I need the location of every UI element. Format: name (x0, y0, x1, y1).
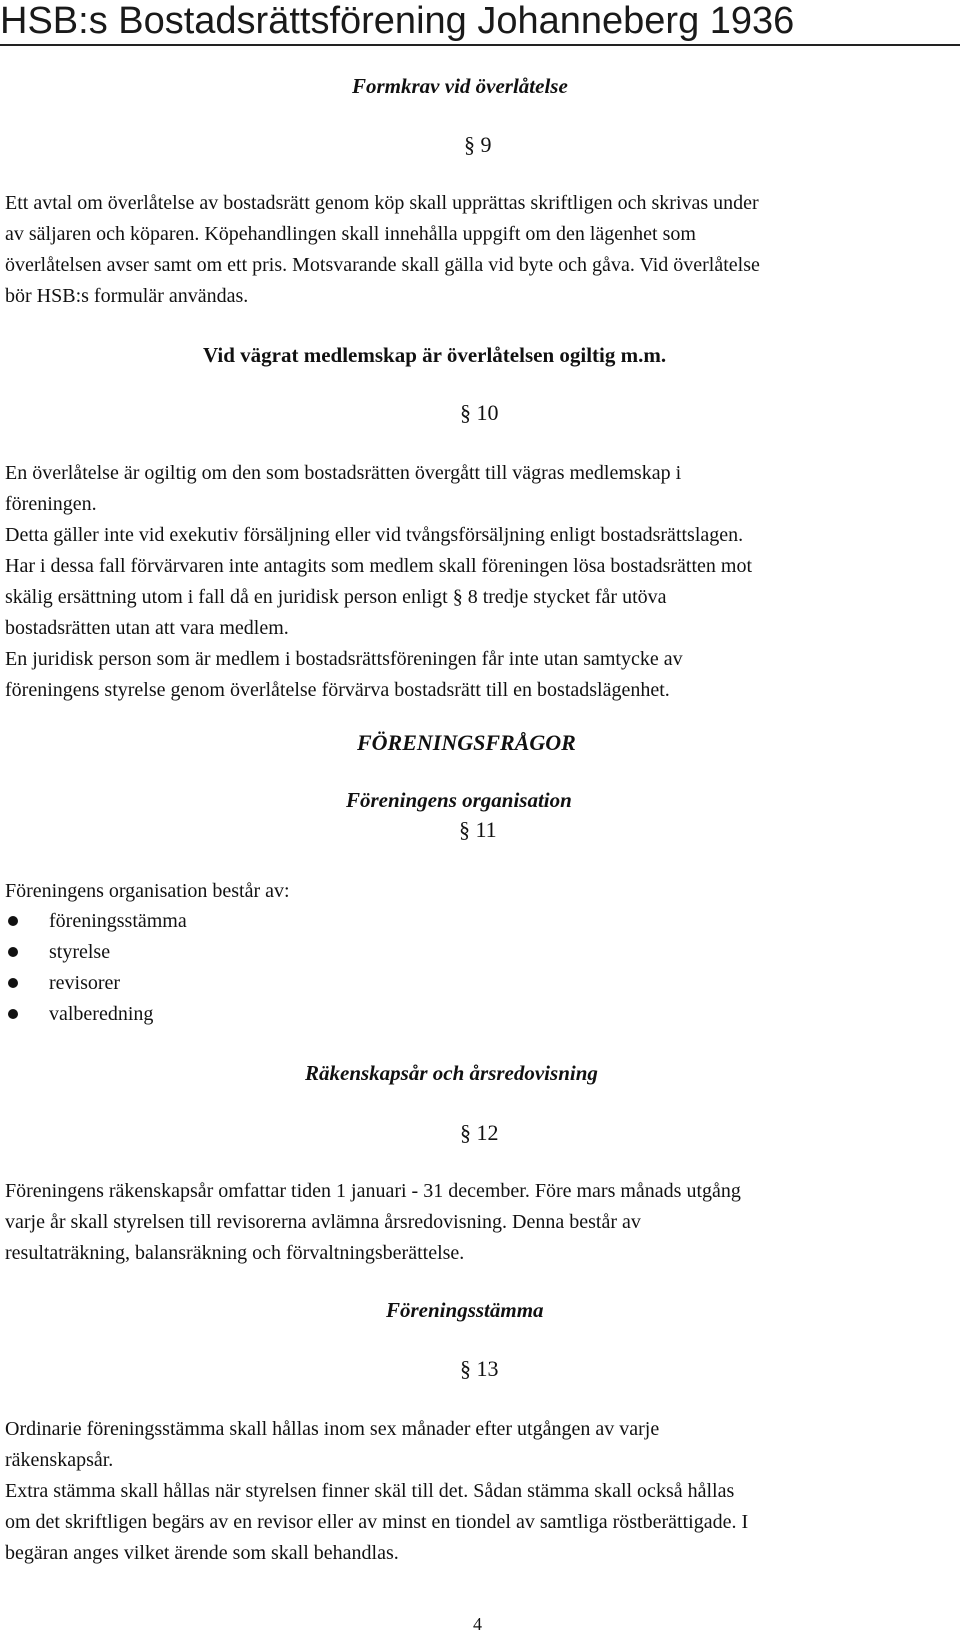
paragraph-mark-11: § 11 (459, 817, 497, 842)
paragraph-line: Extra stämma skall hållas när styrelsen finner skäl till det. Sådan stämma skall också hållas (5, 1480, 735, 1502)
paragraph-line: varje år skall styrelsen till revisorerna avlämna årsredovisning. Denna består av (5, 1211, 641, 1233)
paragraph-line: skälig ersättning utom i fall då en juridisk person enligt § 8 tredje stycket får utöva (5, 586, 667, 608)
paragraph-line: Ordinarie föreningsstämma skall hållas inom sex månader efter utgången av varje (5, 1418, 660, 1440)
paragraph-line: bostadsrätten utan att vara medlem. (5, 617, 289, 639)
section-heading-rakenskapsar: Räkenskapsår och årsredovisning (305, 1061, 598, 1085)
paragraph-line: resultaträkning, balansräkning och förvaltningsberättelse. (5, 1242, 465, 1264)
bullet-icon (8, 978, 18, 988)
bullet-icon (8, 1009, 18, 1019)
paragraph-mark-9: § 9 (464, 132, 492, 157)
list-item: revisorer (49, 972, 121, 994)
paragraph-line: av säljaren och köparen. Köpehandlingen skall innehålla uppgift om den lägenhet som (5, 223, 696, 245)
section-heading-foreningsstamma: Föreningsstämma (386, 1298, 544, 1322)
paragraph-line: Har i dessa fall förvärvaren inte antagits som medlem skall föreningen lösa bostadsrätten mot (5, 555, 753, 577)
paragraph-line: En överlåtelse är ogiltig om den som bostadsrätten övergått till vägras medlemskap i (5, 462, 682, 484)
paragraph-mark-10: § 10 (460, 400, 499, 425)
paragraph-line: Ett avtal om överlåtelse av bostadsrätt genom köp skall upprättas skriftligen och skrivas under (5, 192, 759, 214)
paragraph-line: En juridisk person som är medlem i bostadsrättsföreningen får inte utan samtycke av (5, 648, 683, 670)
paragraph-line: överlåtelsen avser samt om ett pris. Motsvarande skall gälla vid byte och gåva. Vid överlåtelse (5, 254, 760, 276)
paragraph-line: föreningen. (5, 493, 97, 515)
list-item: styrelse (49, 941, 111, 963)
paragraph-mark-13: § 13 (460, 1356, 499, 1381)
paragraph-line: räkenskapsår. (5, 1449, 114, 1471)
paragraph-mark-12: § 12 (460, 1120, 499, 1145)
paragraph-line: Föreningens räkenskapsår omfattar tiden 1 januari - 31 december. Före mars månads utgång (5, 1180, 741, 1202)
chapter-heading-foreningsfragor: FÖRENINGSFRÅGOR (357, 730, 576, 755)
title-rule (0, 44, 960, 46)
bullet-icon (8, 916, 18, 926)
section-heading-formkrav: Formkrav vid överlåtelse (352, 74, 568, 98)
section-heading-vagrat-medlemskap: Vid vägrat medlemskap är överlåtelsen ogiltig m.m. (203, 343, 667, 367)
list-item: valberedning (49, 1003, 154, 1025)
paragraph-line: Detta gäller inte vid exekutiv försäljning eller vid tvångsförsäljning enligt bostadsrättslagen. (5, 524, 744, 546)
list-item: föreningsstämma (49, 910, 187, 932)
paragraph-line: begäran anges vilket ärende som skall behandlas. (5, 1542, 399, 1564)
section-heading-organisation: Föreningens organisation (346, 788, 572, 812)
paragraph-line: föreningens styrelse genom överlåtelse förvärva bostadsrätt till en bostadslägenhet. (5, 679, 670, 701)
page-number: 4 (473, 1614, 482, 1634)
paragraph-line: bör HSB:s formulär användas. (5, 285, 249, 307)
paragraph-line: om det skriftligen begärs av en revisor eller av minst en tiondel av samtliga röstberättigade. I (5, 1511, 749, 1533)
document-title: HSB:s Bostadsrättsförening Johanneberg 1936 (0, 0, 795, 42)
bullet-icon (8, 947, 18, 957)
organisation-intro: Föreningens organisation består av: (5, 880, 290, 902)
